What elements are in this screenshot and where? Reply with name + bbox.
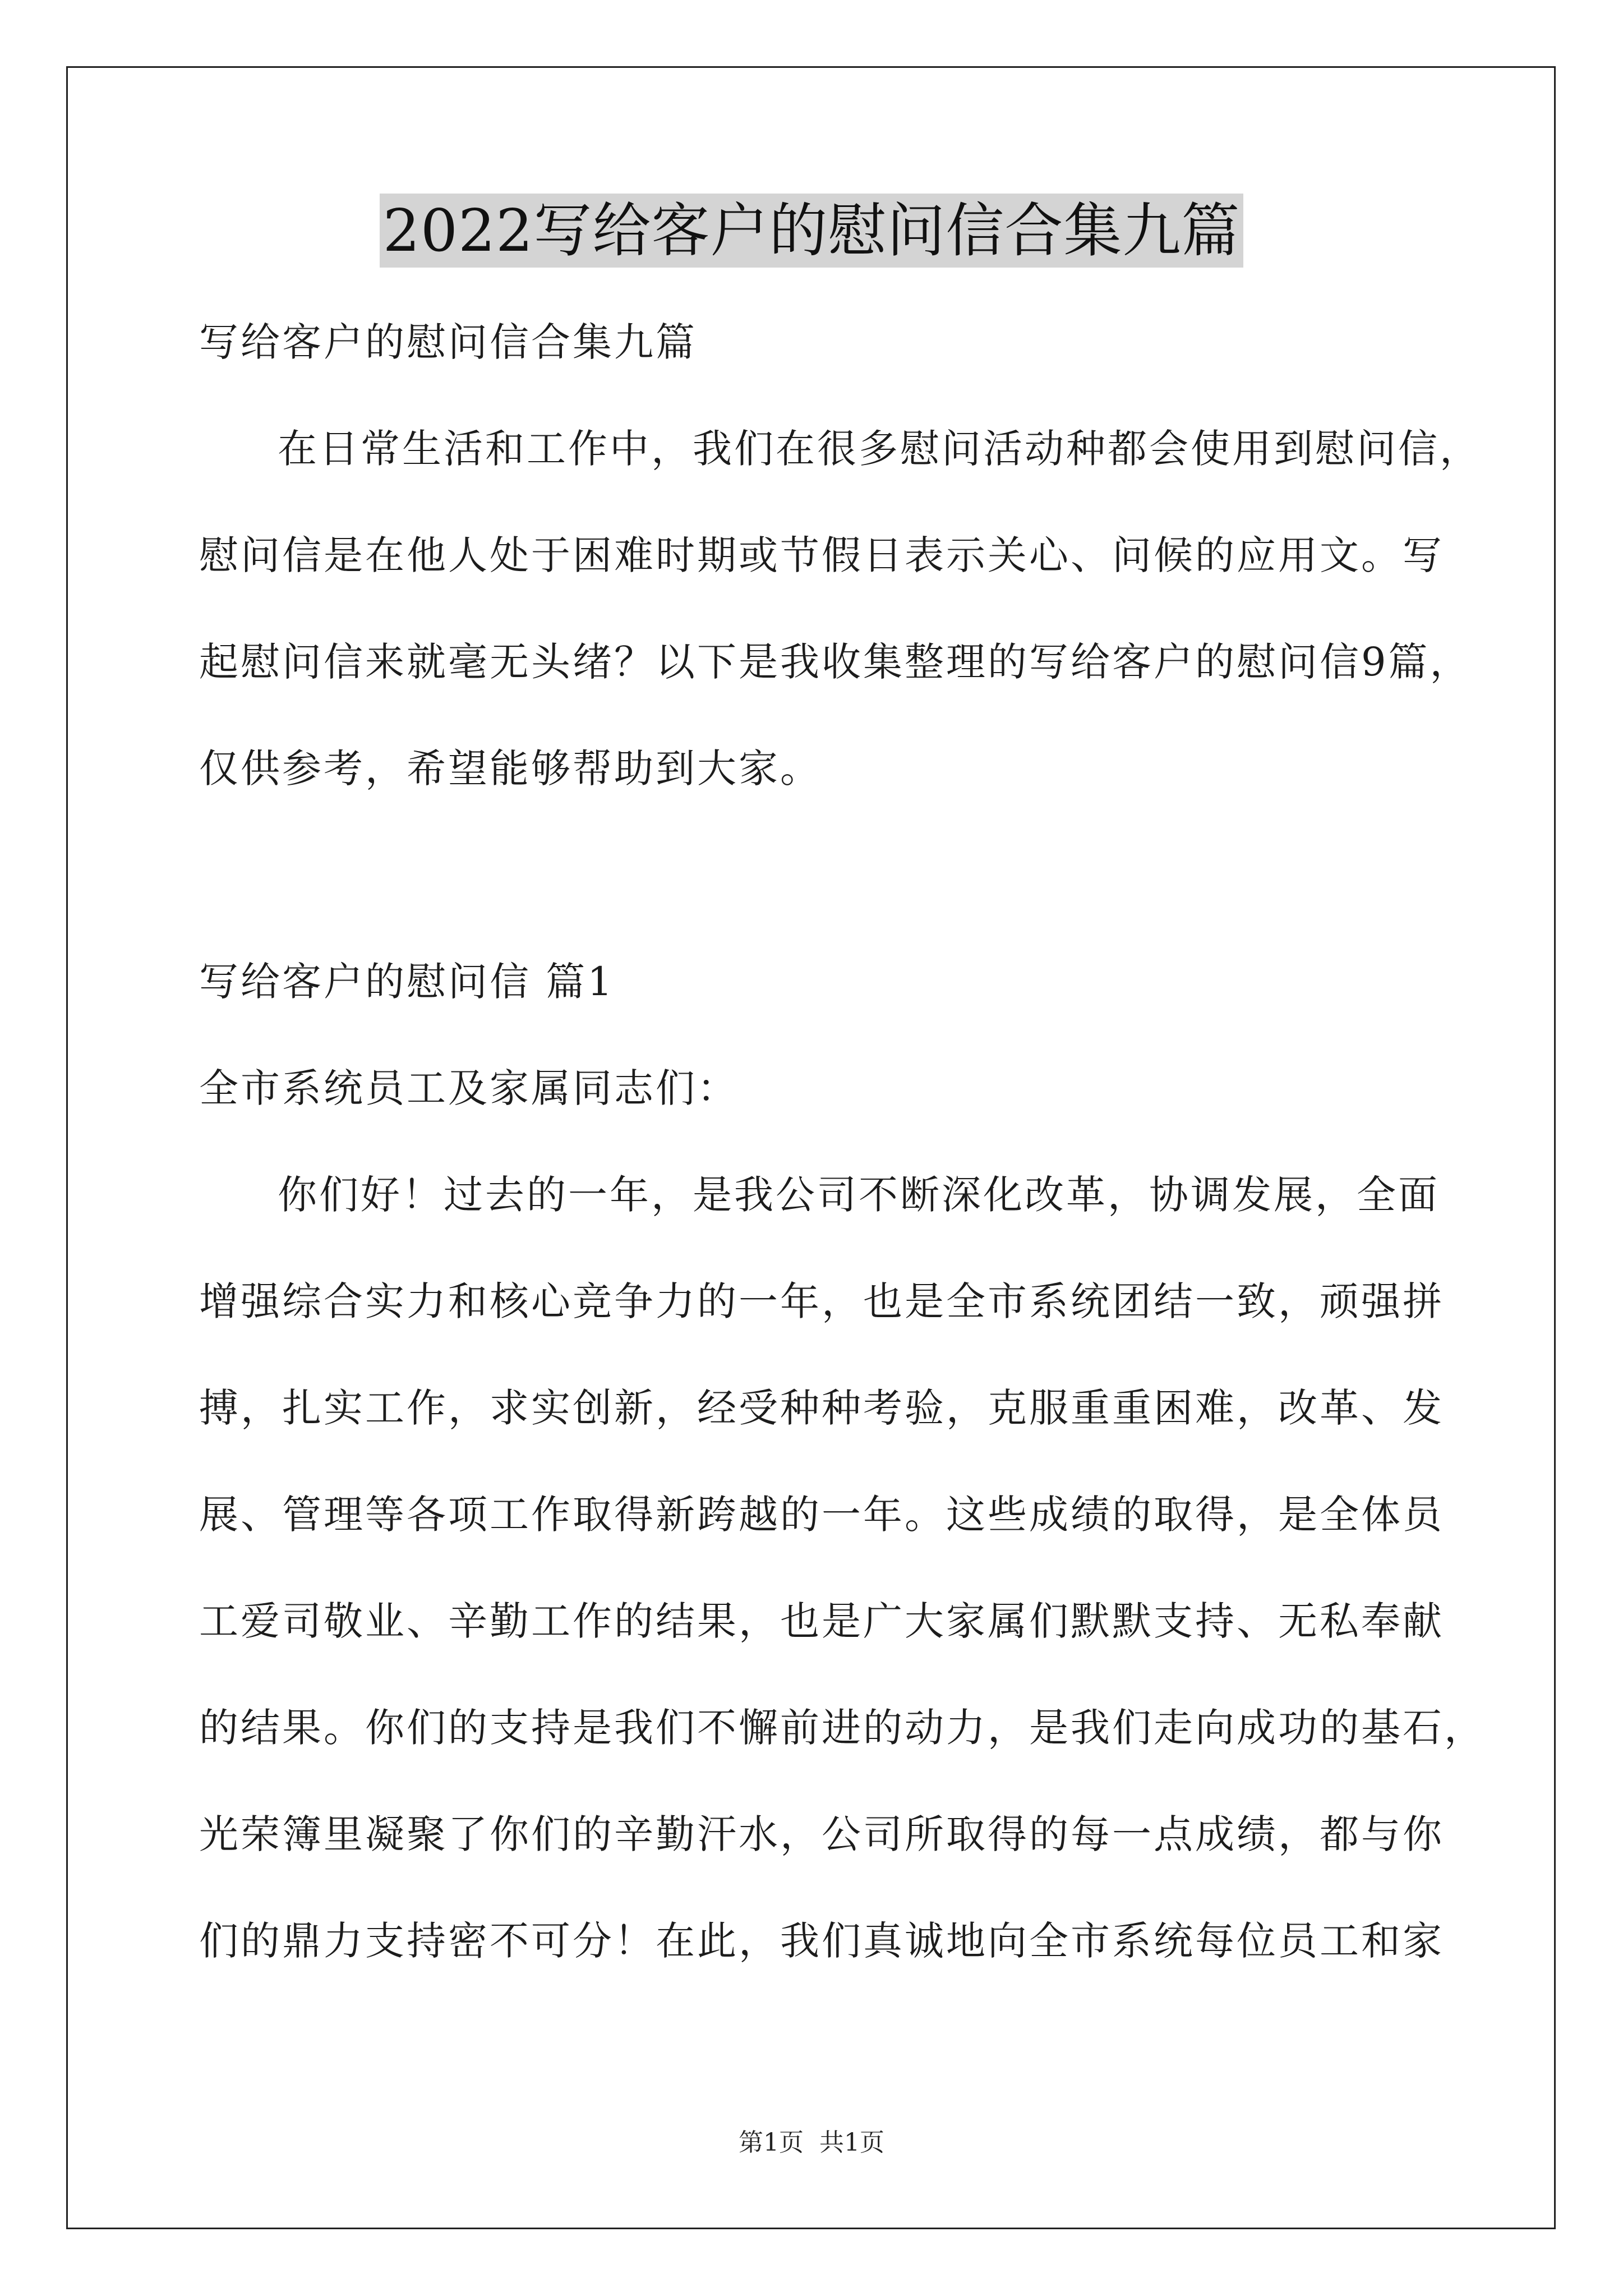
page-total: 共1页 (819, 2128, 884, 2157)
body-line: 的结果。你们的支持是我们不懈前进的动力，是我们走向成功的基石， (199, 1705, 1486, 1751)
body-line: 增强综合实力和核心竞争力的一年，也是全市系统团结一致，顽强拼 (199, 1278, 1444, 1324)
document-subtitle: 写给客户的慰问信合集九篇 (199, 319, 697, 365)
body-line: 你们好！过去的一年，是我公司不断深化改革，协调发展，全面 (278, 1172, 1440, 1218)
section-heading: 写给客户的慰问信 篇1 (199, 959, 615, 1005)
body-line: 展、管理等各项工作取得新跨越的一年。这些成绩的取得，是全体员 (199, 1492, 1444, 1538)
body-line: 搏，扎实工作，求实创新，经受种种考验，克服重重困难，改革、发 (199, 1385, 1444, 1431)
body-line: 工爱司敬业、辛勤工作的结果，也是广大家属们默默支持、无私奉献 (199, 1598, 1444, 1644)
title-container (0, 194, 1623, 268)
body-line: 光荣簿里凝聚了你们的辛勤汗水，公司所取得的每一点成绩，都与你 (199, 1811, 1444, 1857)
page-number: 第1页 (739, 2128, 804, 2157)
intro-line: 慰问信是在他人处于困难时期或节假日表示关心、问候的应用文。写 (199, 532, 1444, 578)
intro-line: 在日常生活和工作中，我们在很多慰问活动种都会使用到慰问信， (278, 426, 1481, 472)
intro-line: 仅供参考，希望能够帮助到大家。 (199, 746, 822, 792)
document-title: 2022写给客户的慰问信合集九篇 (380, 194, 1244, 268)
salutation: 全市系统员工及家属同志们： (199, 1065, 739, 1111)
page-footer (0, 2126, 1623, 2160)
intro-line: 起慰问信来就毫无头绪？以下是我收集整理的写给客户的慰问信9篇， (199, 639, 1472, 685)
page-border (66, 66, 1556, 2229)
body-line: 们的鼎力支持密不可分！在此，我们真诚地向全市系统每位员工和家 (199, 1918, 1444, 1964)
